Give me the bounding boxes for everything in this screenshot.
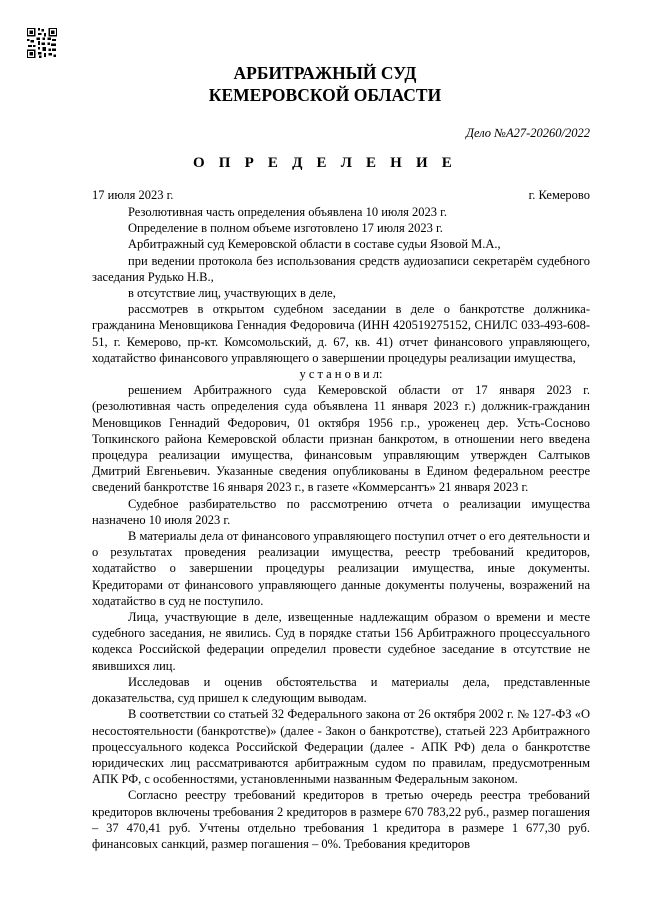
paragraph: Арбитражный суд Кемеровской области в составе судьи Язовой М.А.,: [128, 237, 501, 252]
case-number: Дело №А27-20260/2022: [466, 126, 590, 140]
court-name: [0, 62, 650, 106]
document-body: [92, 204, 590, 852]
paragraph: Исследовав и оценив обстоятельства и материалы дела, представленные доказательства, суд пришел к следующим выводам.: [92, 674, 590, 706]
paragraph: Согласно реестру требований кредиторов в третью очередь реестра требований кредиторов включены требования 2 кредиторов в размере 670 783,22 руб., размер погашения – 37 470,41 руб. Учтены отдельно требования 1 кредитора в размере 1 677,30 руб. финансовых санкций, размер погашения – 0%. Требования кредиторов: [92, 788, 590, 851]
court-name-line2: КЕМЕРОВСКОЙ ОБЛАСТИ: [208, 85, 442, 105]
paragraph: рассмотрев в открытом судебном заседании в деле о банкротстве должника-гражданина Меновщикова Геннадия Федоровича (ИНН 420519275152, СНИЛС 033-493-608-51, г. Кемерово, пр-кт. Комсомольский, д. 67, кв. 41) отчет финансового управляющего, ходатайство финансового управляющего о завершении процедуры реализации имущества,: [92, 302, 590, 365]
date-line: [92, 188, 590, 204]
paragraph: В соответствии со статьей 32 Федерального закона от 26 октября 2002 г. № 127-ФЗ «О несостоятельности (банкротстве)» (далее - Закон о банкротстве), статьей 223 Арбитражного процессуального кодекса Российской Федерации (далее - АПК РФ) дела о банкротстве юридических лиц рассматриваются арбитражным судом по правилам, предусмотренным АПК РФ, с особенностями, установленными названным Федеральным законом.: [92, 707, 590, 787]
paragraph: Резолютивная часть определения объявлена 10 июля 2023 г.: [128, 205, 448, 219]
paragraph: Лица, участвующие в деле, извещенные надлежащим образом о времени и месте судебного заседания, не явились. Суд в порядке статьи 156 Арбитражного процессуального кодекса Российской федерации определил провести судебное заседание в отсутствие не явившихся лиц.: [92, 610, 590, 673]
paragraph: в отсутствие лиц, участвующих в деле,: [128, 286, 336, 301]
paragraph: Определение в полном объеме изготовлено 17 июля 2023 г.: [128, 221, 443, 236]
decision-city: г. Кемерово: [528, 188, 590, 202]
document-title: О П Р Е Д Е Л Е Н И Е: [192, 155, 458, 171]
decision-date: 17 июля 2023 г.: [92, 188, 174, 202]
paragraph: решением Арбитражного суда Кемеровской области от 17 января 2023 г. (резолютивная часть определения суда объявлена 11 января 2023 г.) должник-гражданин Меновщиков Геннадий Федорович, 01 октября 1956 г.р., уроженец дер. Усть-Сосново Топкинского района Кемеровской области признан банкротом, в отношении него введена процедура реализации имущества, финансовым управляющим утвержден Салтыков Дмитрий Евгеньевич. Указанные сведения опубликованы в Едином федеральном реестре сведений банкротстве 16 января 2023 г., в газете «Коммерсантъ» 21 января 2023 г.: [92, 383, 590, 495]
court-name-line1: АРБИТРАЖНЫЙ СУД: [233, 63, 417, 83]
paragraph: Судебное разбирательство по рассмотрению отчета о реализации имущества назначено 10 июля 2023 г.: [92, 496, 590, 527]
qr-code: [27, 28, 57, 58]
paragraph: В материалы дела от финансового управляющего поступил отчет о его деятельности и о результатах проведения реализации имущества, реестр требований кредиторов, ходатайство о завершении процедуры реализации имущества, иные документы. Кредиторами от финансового управляющего данные документы получены, возражений на ходатайство в суд не поступило.: [92, 529, 590, 608]
ruling-heading: у с т а н о в и л:: [299, 367, 383, 382]
paragraph: при ведении протокола без использования средств аудиозаписи секретарём судебного заседания Рудько Н.В.,: [92, 253, 590, 284]
